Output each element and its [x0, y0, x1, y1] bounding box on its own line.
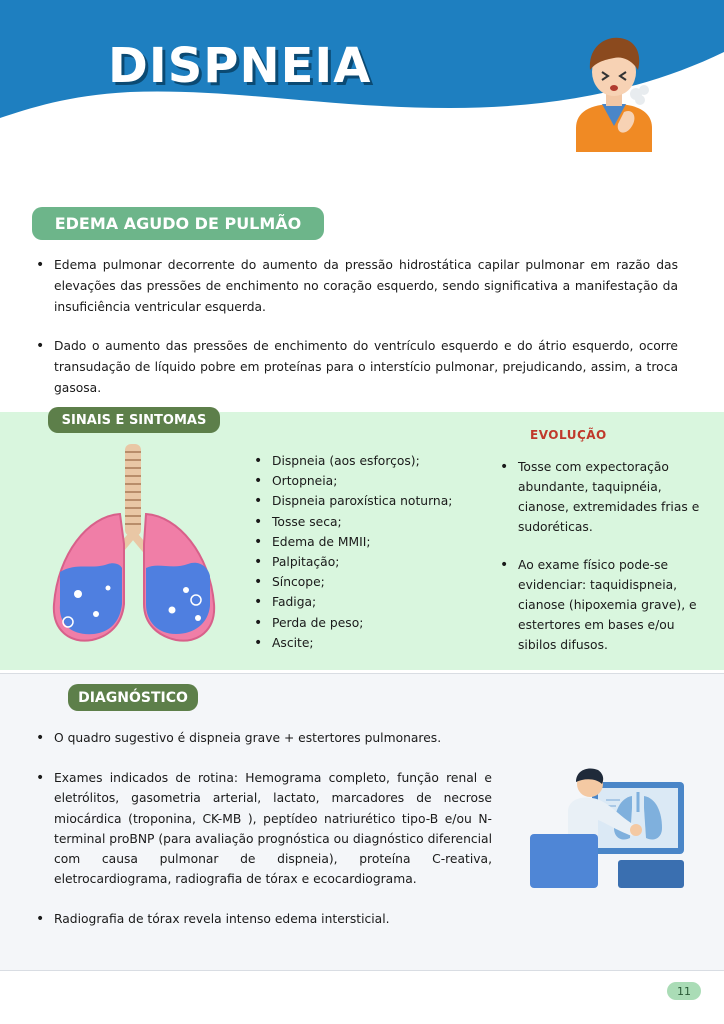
edema-bullet-list: [32, 255, 678, 399]
lungs-icon: [48, 444, 220, 650]
list-item: • Tosse com expectoração abundante, taquipnéia, cianose, extremidades frias e sudoréticas.: [496, 457, 706, 537]
list-item: • Dispneia paroxística noturna;: [250, 491, 510, 511]
list-item: • Fadiga;: [250, 592, 510, 612]
doctor-xray-icon: [528, 764, 688, 890]
diagnosis-bullet-list: [32, 728, 492, 930]
list-item: • Exames indicados de rotina: Hemograma completo, função renal e eletrólitos, gasometria arterial, lactato, marcadores de necrose miocárdica (troponina, CK-MB ), peptídeo natriurético tipo-B e/ou N-terminal proBNP (para avaliação prognóstica ou diagnóstico diferencial com causa pulmonar de dispneia), proteína C-reativa, eletrocardiograma, radiografia de tórax e ecocardiograma.: [32, 768, 492, 889]
list-item: • Radiografia de tórax revela intenso edema intersticial.: [32, 909, 492, 929]
list-item: • Edema de MMII;: [250, 532, 510, 552]
list-item: • Síncope;: [250, 572, 510, 592]
list-item: • Palpitação;: [250, 552, 510, 572]
list-item: • Ao exame físico pode-se evidenciar: taquidispneia, cianose (hipoxemia grave), e estertores em bases e/ou sibilos difusos.: [496, 555, 706, 655]
section-heading-sinais: SINAIS E SINTOMAS: [48, 407, 220, 433]
list-item: • Ortopneia;: [250, 471, 510, 491]
list-item: • O quadro sugestivo é dispneia grave + estertores pulmonares.: [32, 728, 492, 748]
list-item: • Dado o aumento das pressões de enchimento do ventrículo esquerdo e do átrio esquerdo, ocorre transudação de líquido pobre em proteínas para o interstício pulmonar, prejudicando, assim, a troca gasosa.: [32, 336, 678, 399]
section-heading-diagnostico: DIAGNÓSTICO: [68, 684, 198, 711]
section-heading-edema: EDEMA AGUDO DE PULMÃO: [32, 207, 324, 240]
coughing-person-icon: [566, 30, 662, 152]
signs-list: [250, 451, 510, 653]
list-item: • Ascite;: [250, 633, 510, 653]
evolution-list: [496, 457, 706, 655]
list-item: • Edema pulmonar decorrente do aumento da pressão hidrostática capilar pulmonar em razão das elevações das pressões de enchimento no coração esquerdo, sendo significativa a manifestação da insuficiência ventricular esquerda.: [32, 255, 678, 318]
page-number: 11: [667, 982, 701, 1000]
evolution-title: EVOLUÇÃO: [530, 428, 607, 442]
list-item: • Tosse seca;: [250, 512, 510, 532]
list-item: • Perda de peso;: [250, 613, 510, 633]
list-item: • Dispneia (aos esforços);: [250, 451, 510, 471]
page-title: DISPNEIA: [108, 38, 372, 94]
